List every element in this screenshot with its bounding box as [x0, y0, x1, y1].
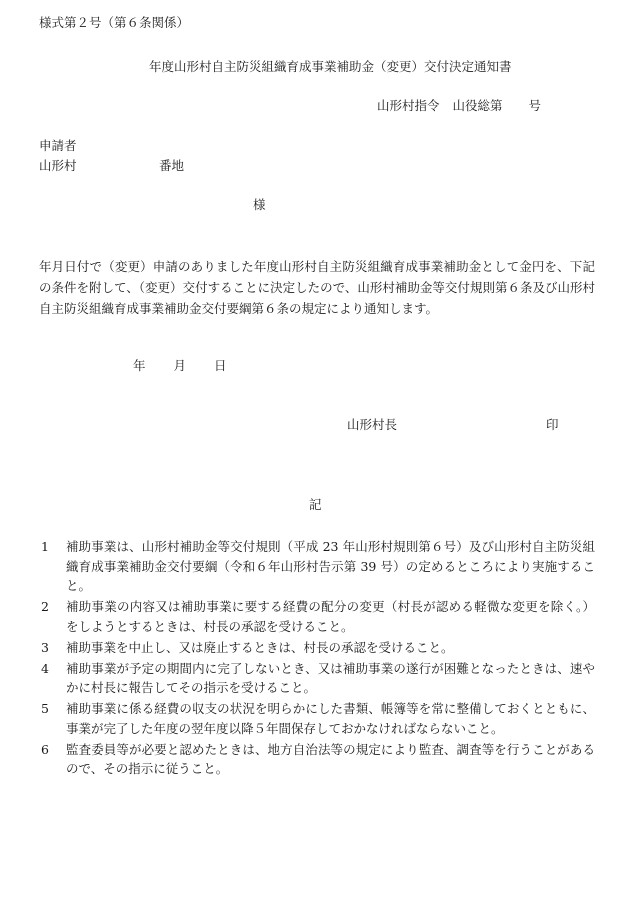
- body-year: 年: [39, 259, 52, 274]
- condition-number: 5: [41, 701, 49, 716]
- condition-number: 2: [41, 599, 49, 614]
- mayor-title: 山形村長: [347, 417, 398, 432]
- condition-item: [39, 597, 595, 636]
- seal-mark: 印: [546, 417, 559, 432]
- body-amount-clause: 円を、下記の条件を附して、（変更）交付することに決定したので、山形村補助金等交付規則第６条及び山形村自主防災組織育成事業補助金交付要綱第６条の規定により通知します。: [39, 259, 595, 316]
- conditions-list: [39, 537, 595, 780]
- applicant-heading: 申請者: [39, 138, 77, 153]
- condition-text: 補助事業の内容又は補助事業に要する経費の配分の変更（村長が認める軽微な変更を除く。）をしようとするときは、村長の承認を受けること。: [66, 599, 595, 634]
- condition-number: 6: [41, 741, 49, 757]
- condition-item: [39, 699, 595, 738]
- reference-line: [377, 100, 541, 113]
- date-month: 月: [173, 358, 187, 373]
- document-title: 年度山形村自主防災組織育成事業補助金（変更）交付決定通知書: [149, 59, 512, 74]
- condition-text: 補助事業を中止し、又は廃止するときは、村長の承認を受けること。: [66, 639, 454, 655]
- condition-item: [39, 638, 595, 658]
- condition-item: [39, 537, 595, 596]
- body-fy-program: 年度山形村自主防災組織育成事業補助金として金: [253, 259, 532, 274]
- condition-number: 1: [41, 539, 49, 554]
- applicant-honorific: 様: [253, 197, 266, 212]
- body-month: 月: [51, 259, 65, 274]
- condition-text: 補助事業が予定の期間内に完了しないとき、又は補助事業の遂行が困難となったときは、速やかに村長に報告してその指示を受けること。: [66, 660, 595, 695]
- date-day: 日: [214, 358, 227, 373]
- reference-section: 山役総第: [452, 98, 503, 113]
- reference-issuer: 山形村指令: [377, 98, 440, 113]
- condition-number: 3: [41, 639, 49, 655]
- condition-number: 4: [41, 660, 49, 676]
- date-line: [133, 360, 227, 373]
- applicant-village: 山形村: [39, 158, 77, 173]
- condition-text: 補助事業は、山形村補助金等交付規則（平成 23 年山形村規則第６号）及び山形村自主防災組織育成事業補助金交付要綱（令和６年山形村告示第 39 号）の定めるところにより実施すること。: [66, 539, 595, 593]
- applicant-address-suffix: 番地: [159, 158, 185, 173]
- reference-number-suffix: 号: [528, 98, 542, 113]
- condition-item: [39, 659, 595, 698]
- date-year: 年: [133, 358, 146, 373]
- notification-body: [39, 256, 595, 319]
- form-number: 様式第２号（第６条関係）: [39, 15, 190, 30]
- ki-heading: 記: [309, 497, 322, 512]
- body-day-application: 日付で（変更）申請のありました: [64, 259, 254, 274]
- condition-text: 監査委員等が必要と認めたときは、地方自治法等の規定により監査、調査等を行うことがあるので、その指示に従うこと。: [66, 741, 595, 776]
- condition-item: [39, 740, 595, 779]
- condition-text: 補助事業に係る経費の収支の状況を明らかにした書類、帳簿等を常に整備しておくとともに、事業が完了した年度の翌年度以降５年間保存しておかなければならないこと。: [66, 701, 595, 736]
